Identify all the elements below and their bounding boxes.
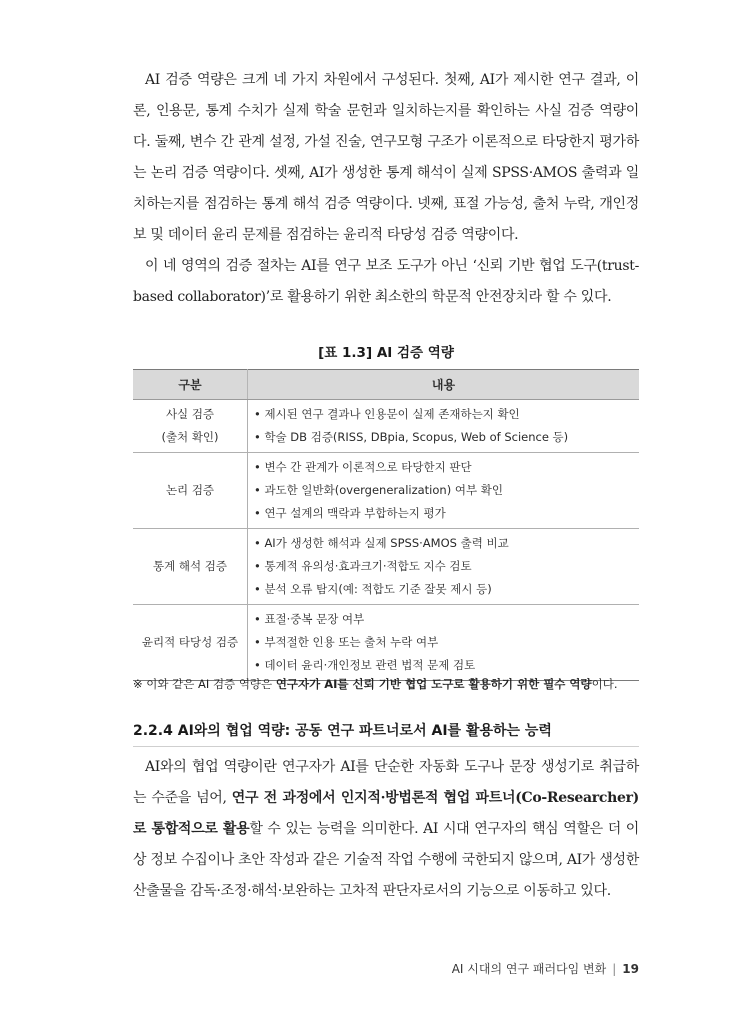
row-items xyxy=(248,453,640,529)
list-item: • 데이터 윤리·개인정보 관련 법적 문제 검토 xyxy=(254,658,476,672)
table-row xyxy=(133,529,639,605)
paragraph-3-emphasis: 연구 전 과정에서 인지적·방법론적 협업 파트너(Co-Researcher)로 통합적으로 활용 xyxy=(133,790,639,837)
table-note xyxy=(133,676,639,692)
header-category: 구분 xyxy=(133,370,248,400)
list-item: • 통계적 유의성·효과크기·적합도 지수 검토 xyxy=(254,559,472,573)
list-item: • 제시된 연구 결과나 인용문이 실제 존재하는지 확인 xyxy=(254,407,520,421)
row-category: 윤리적 타당성 검증 xyxy=(133,605,248,681)
note-prefix: ※ 이와 같은 AI 검증 역량은 xyxy=(133,677,276,691)
row-category: 통계 해석 검증 xyxy=(133,529,248,605)
list-item: • 분석 오류 탐지(예: 적합도 기준 잘못 제시 등) xyxy=(254,582,492,596)
page-footer xyxy=(452,960,639,977)
paragraph-3-text-c: 할 수 있는 능력을 의미한다. AI 시대 연구자의 핵심 역할은 더 이상 정보 수집이나 초안 작성과 같은 기술적 작업 수행에 국한되지 않으며, AI가 생성한 산출물을 감독·조정·해석·보완하는 고차적 판단자로서의 기능으로 이동하고 있다. xyxy=(133,821,640,899)
table-caption: [표 1.3] AI 검증 역량 xyxy=(318,345,454,361)
table-row xyxy=(133,400,639,453)
paragraph-2-text: 이 네 영역의 검증 절차는 AI를 연구 보조 도구가 아닌 ‘신뢰 기반 협업 도구(trust-based collaborator)’로 활용하기 위한 최소한의 학문적 안전장치라 할 수 있다. xyxy=(133,258,639,305)
note-emphasis: 연구자가 AI를 신뢰 기반 협업 도구로 활용하기 위한 필수 역량 xyxy=(275,677,592,691)
body-paragraph-1 xyxy=(133,65,639,251)
list-item: • 과도한 일반화(overgeneralization) 여부 확인 xyxy=(254,483,503,497)
table-row xyxy=(133,605,639,681)
footer-separator: | xyxy=(612,962,617,976)
category-line: 사실 검증 xyxy=(165,407,215,421)
paragraph-3-text-a: AI와의 협업 역량이란 연구자가 AI를 단순한 자동화 도구나 문장 생성기로 취급하는 수준을 넘어, xyxy=(133,759,639,806)
section-heading: 2.2.4 AI와의 협업 역량: 공동 연구 파트너로서 AI를 활용하는 능력 xyxy=(133,720,639,747)
row-category xyxy=(133,400,248,453)
list-item: • AI가 생성한 해석과 실제 SPSS·AMOS 출력 비교 xyxy=(254,536,509,550)
list-item: • 학술 DB 검증(RISS, DBpia, Scopus, Web of Science 등) xyxy=(254,430,569,444)
list-item: • 표절·중복 문장 여부 xyxy=(254,612,365,626)
footer-title: AI 시대의 연구 패러다임 변화 xyxy=(451,962,607,976)
page-number: 19 xyxy=(622,962,639,976)
list-item: • 연구 설계의 맥락과 부합하는지 평가 xyxy=(254,506,446,520)
list-item: • 변수 간 관계가 이론적으로 타당한지 판단 xyxy=(254,460,472,474)
category-line: (출처 확인) xyxy=(161,430,219,444)
paragraph-1-text: AI 검증 역량은 크게 네 가지 차원에서 구성된다. 첫째, AI가 제시한 연구 결과, 이론, 인용문, 통계 수치가 실제 학술 문헌과 일치하는지를 확인하는 사실 검증 역량이다. 둘째, 변수 간 관계 설정, 가설 진술, 연구모형 구조가 이론적으로 타당한지 평가하는 논리 검증 역량이다. 셋째, AI가 생성한 통계 해석이 실제 SPSS·AMOS 출력과 일치하는지를 점검하는 통계 해석 검증 역량이다. 넷째, 표절 가능성, 출처 누락, 개인정보 및 데이터 윤리 문제를 점검하는 윤리적 타당성 검증 역량이다. xyxy=(133,72,639,243)
row-items xyxy=(248,529,640,605)
body-paragraph-3 xyxy=(133,752,639,907)
note-suffix: 이다. xyxy=(591,677,618,691)
row-items xyxy=(248,605,640,681)
verification-table xyxy=(133,369,639,681)
row-category: 논리 검증 xyxy=(133,453,248,529)
row-items xyxy=(248,400,640,453)
table-header-row xyxy=(133,370,639,400)
list-item: • 부적절한 인용 또는 출처 누락 여부 xyxy=(254,635,439,649)
body-paragraph-2 xyxy=(133,251,639,313)
header-content: 내용 xyxy=(248,370,640,400)
table-row xyxy=(133,453,639,529)
